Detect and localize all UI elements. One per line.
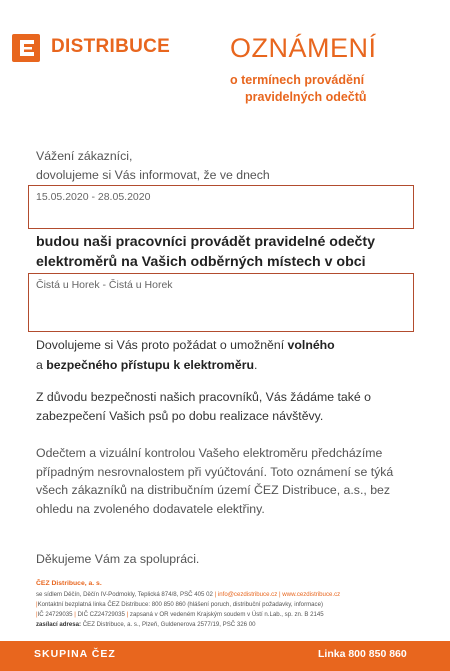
footer-company: ČEZ Distribuce, a. s. bbox=[36, 580, 102, 587]
footer-line-2 bbox=[36, 601, 323, 608]
page-title: OZNÁMENÍ bbox=[230, 33, 377, 63]
page-subtitle bbox=[230, 72, 420, 106]
info-paragraph: Odečtem a vizuální kontrolou Vašeho elektroměru předcházíme případným nesrovnalostem při vyúčtování. Toto oznámení se týká všech zákazníků na distribučním území ČEZ Distribuce, a.s., bez ohledu na zvoleného dodavatele elektřiny. bbox=[36, 446, 394, 516]
footer-line-1 bbox=[36, 591, 340, 598]
footer-hotline: Kontaktní bezplatná linka ČEZ Distribuce: 800 850 860 (hlášení poruch, distribuční požadavky, informace) bbox=[37, 601, 324, 608]
request-text-2: a bbox=[36, 358, 47, 372]
greeting: Vážení zákazníci, bbox=[36, 149, 133, 163]
footer-address: se sídlem Děčín, Děčín IV-Podmokly, Teplická 874/8, PSČ 405 02 bbox=[36, 591, 213, 598]
footer-web-link[interactable]: www.cezdistribuce.cz bbox=[282, 591, 341, 598]
subtitle-line-1: o termínech provádění bbox=[230, 73, 365, 87]
hotline-phone[interactable]: Linka 800 850 860 bbox=[318, 648, 407, 660]
location: Čistá u Horek - Čistá u Horek bbox=[36, 279, 173, 291]
footer-line-4 bbox=[36, 621, 256, 628]
footer-separator: | bbox=[214, 591, 218, 598]
date-range: 15.05.2020 - 28.05.2020 bbox=[36, 191, 151, 203]
request-line-1 bbox=[36, 338, 335, 352]
announcement-line-1: budou naši pracovníci provádět pravidelné odečty bbox=[36, 234, 376, 250]
request-end: . bbox=[254, 358, 258, 372]
request-text-1: Dovolujeme si Vás proto požádat o umožnění bbox=[36, 338, 288, 352]
footer-dic: DIČ CZ24729035 bbox=[77, 611, 125, 618]
request-bold-1: volného bbox=[287, 338, 335, 352]
subtitle-line-2: pravidelných odečtů bbox=[245, 90, 367, 104]
cez-logo-icon bbox=[12, 34, 40, 62]
footer-line-3 bbox=[36, 611, 324, 618]
announcement-line-2: elektroměrů na Vašich odběrných místech v obci bbox=[36, 254, 366, 270]
footer-separator: | bbox=[278, 591, 283, 598]
footer-separator: | bbox=[36, 611, 38, 618]
inform-text: dovolujeme si Vás informovat, že ve dnech bbox=[36, 168, 270, 182]
request-bold-2: bezpečného přístupu k elektroměru bbox=[46, 358, 254, 372]
group-label: SKUPINA ČEZ bbox=[34, 648, 116, 660]
thanks-text: Děkujeme Vám za spolupráci. bbox=[36, 552, 200, 566]
footer-registry: zapsaná v OR vedeném Krajským soudem v Ústí n.Lab., sp. zn. B 2145 bbox=[129, 611, 324, 618]
dogs-paragraph: Z důvodu bezpečnosti našich pracovníků, Vás žádáme také o zabezpečení Vašich psů po dobu realizace návštěvy. bbox=[36, 390, 371, 423]
footer-mail-address: ČEZ Distribuce, a. s., Plzeň, Guldenerova 2577/19, PSČ 326 00 bbox=[82, 621, 256, 628]
footer-separator: | bbox=[74, 611, 78, 618]
request-line-2 bbox=[36, 358, 257, 372]
footer-email-link[interactable]: info@cezdistribuce.cz bbox=[217, 591, 278, 598]
footer-separator: | bbox=[126, 611, 130, 618]
brand-name: DISTRIBUCE bbox=[51, 36, 171, 57]
footer-mail-label: zasílací adresa: bbox=[36, 621, 82, 628]
footer-separator: | bbox=[36, 601, 38, 608]
footer-ico: IČ 24729035 bbox=[37, 611, 73, 618]
